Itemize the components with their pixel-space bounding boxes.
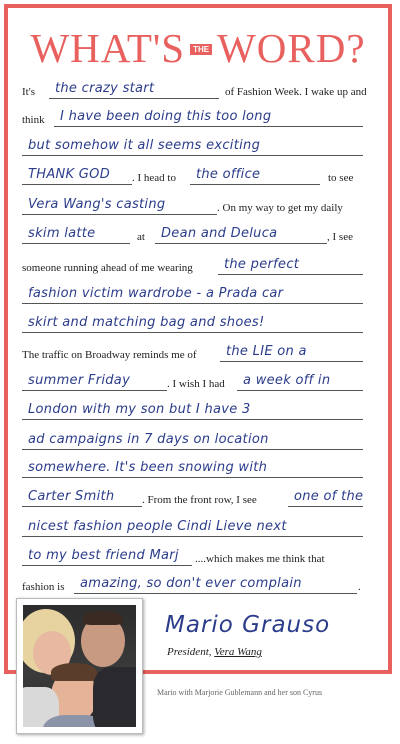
handwritten-answer: to my best friend Marj <box>22 546 192 566</box>
form-line-16 <box>22 516 363 538</box>
form-line-5 <box>22 194 363 216</box>
form-text: ....which makes me think that <box>195 553 325 565</box>
form-line-17 <box>22 545 363 567</box>
page-title <box>8 26 388 70</box>
handwritten-answer: London with my son but I have 3 <box>22 400 363 420</box>
form-line-18 <box>22 573 363 595</box>
signature-company: Vera Wang <box>214 646 262 658</box>
form-line-6 <box>22 223 363 245</box>
title-the-badge: THE <box>190 44 212 55</box>
form-line-3 <box>22 135 363 157</box>
handwritten-answer: THANK GOD <box>22 165 132 185</box>
handwritten-answer: fashion victim wardrobe - a Prada car <box>22 284 363 304</box>
handwritten-answer: Carter Smith <box>22 487 142 507</box>
handwritten-answer: one of the <box>288 487 363 507</box>
form-text: fashion is <box>22 581 65 593</box>
form-text: . I wish I had <box>167 378 225 390</box>
photo-image <box>23 605 136 727</box>
form-line-13 <box>22 429 363 451</box>
form-text: at <box>137 231 145 243</box>
handwritten-answer: somewhere. It's been snowing with <box>22 458 363 478</box>
form-text: . I head to <box>132 172 176 184</box>
form-text: The traffic on Broadway reminds me of <box>22 349 197 361</box>
handwritten-answer: I have been doing this too long <box>54 107 363 127</box>
handwritten-answer: the crazy start <box>49 79 219 99</box>
photo-caption: Mario with Marjorie Gublemann and her son Cyrus <box>157 688 323 697</box>
form-text: , I see <box>327 231 353 243</box>
form-text: to see <box>328 172 354 184</box>
photo-hair-boy <box>51 663 97 681</box>
portrait-photo <box>16 598 143 734</box>
form-text: . On my way to get my daily <box>217 202 343 214</box>
handwritten-answer: but somehow it all seems exciting <box>22 136 363 156</box>
form-text: someone running ahead of me wearing <box>22 262 193 274</box>
form-line-2 <box>22 106 363 128</box>
handwritten-answer: the office <box>190 165 320 185</box>
handwritten-answer: amazing, so don't ever complain <box>74 574 357 594</box>
handwritten-answer: nicest fashion people Cindi Lieve next <box>22 517 363 537</box>
form-line-8 <box>22 283 363 305</box>
form-line-15 <box>22 486 363 508</box>
handwritten-answer: Dean and Deluca <box>155 224 327 244</box>
title-whats: WHAT'S <box>30 25 186 71</box>
signature-role: President, <box>167 646 212 658</box>
handwritten-answer: ad campaigns in 7 days on location <box>22 430 363 450</box>
form-text: of Fashion Week. I wake up and <box>225 86 367 98</box>
form-text: . <box>358 581 361 593</box>
handwritten-answer: the perfect <box>218 255 363 275</box>
photo-shirt-man <box>93 667 136 727</box>
form-line-9 <box>22 312 363 334</box>
signature-title <box>167 646 262 658</box>
form-line-4 <box>22 164 363 186</box>
handwritten-answer: a week off in <box>237 371 363 391</box>
form-text: . From the front row, I see <box>142 494 257 506</box>
form-line-12 <box>22 399 363 421</box>
form-text: It's <box>22 86 35 98</box>
signature-name: Mario Grauso <box>165 612 331 638</box>
form-line-10 <box>22 341 363 363</box>
handwritten-answer: summer Friday <box>22 371 167 391</box>
photo-hair-man <box>83 611 123 625</box>
form-text: think <box>22 114 45 126</box>
handwritten-answer: Vera Wang's casting <box>22 195 217 215</box>
handwritten-answer: skim latte <box>22 224 130 244</box>
title-word: WORD? <box>217 25 366 71</box>
form-line-14 <box>22 457 363 479</box>
form-line-11 <box>22 370 363 392</box>
handwritten-answer: the LIE on a <box>220 342 363 362</box>
form-line-7 <box>22 254 363 276</box>
form-line-1 <box>22 78 367 100</box>
handwritten-answer: skirt and matching bag and shoes! <box>22 313 363 333</box>
